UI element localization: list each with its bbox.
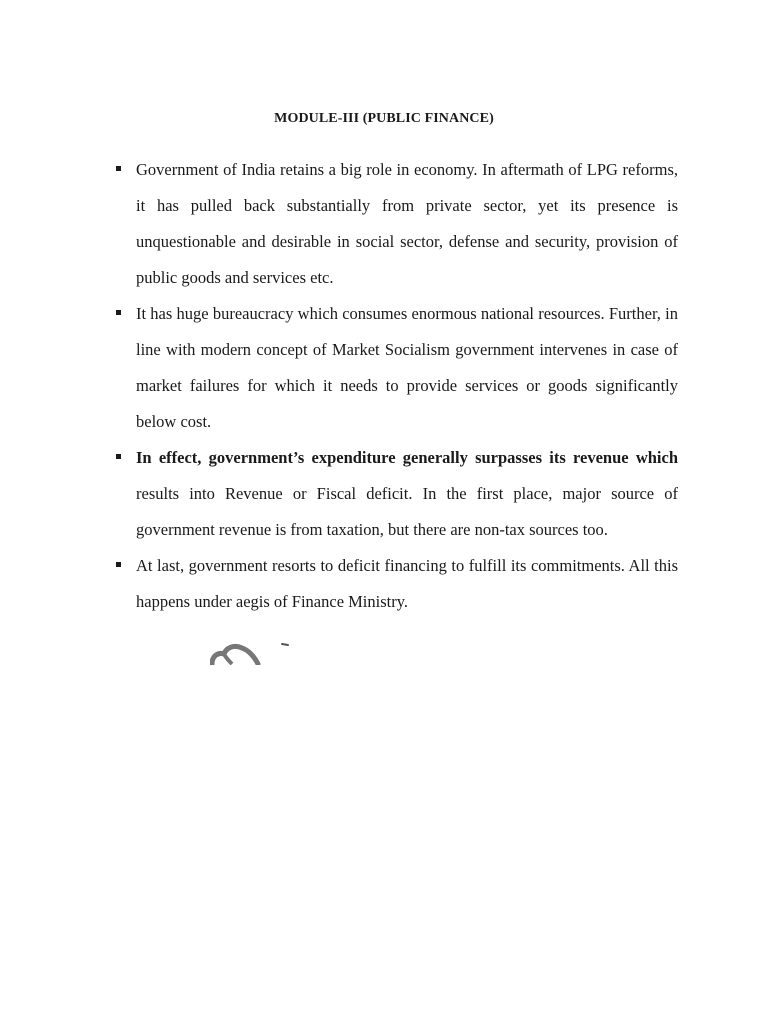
list-item bbox=[116, 152, 678, 296]
list-item-rest-text: results into Revenue or Fiscal deficit. In the first place, major source of government revenue is from taxation, but there are non-tax sources too. bbox=[136, 484, 678, 539]
list-item-text: It has huge bureaucracy which consumes enormous national resources. Further, in line with modern concept of Market Socialism government intervenes in case of market failures for which it needs to provide services or goods significantly below cost. bbox=[136, 304, 678, 431]
bullet-list bbox=[116, 152, 678, 620]
partial-logo-fragment-icon bbox=[210, 640, 300, 665]
square-bullet-icon bbox=[116, 166, 121, 171]
list-item bbox=[116, 548, 678, 620]
square-bullet-icon bbox=[116, 310, 121, 315]
list-item-text bbox=[136, 440, 678, 548]
square-bullet-icon bbox=[116, 454, 121, 459]
list-item bbox=[116, 296, 678, 440]
list-item-bold-text: In effect, government’s expenditure generally surpasses its revenue which bbox=[136, 448, 678, 467]
page-title: MODULE-III (PUBLIC FINANCE) bbox=[274, 111, 494, 126]
list-item-text: Government of India retains a big role in economy. In aftermath of LPG reforms, it has pulled back substantially from private sector, yet its presence is unquestionable and desirable in social sector, defense and security, provision of public goods and services etc. bbox=[136, 160, 678, 287]
list-item bbox=[116, 440, 678, 548]
square-bullet-icon bbox=[116, 562, 121, 567]
list-item-text: At last, government resorts to deficit financing to fulfill its commitments. All this happens under aegis of Finance Ministry. bbox=[136, 556, 678, 611]
